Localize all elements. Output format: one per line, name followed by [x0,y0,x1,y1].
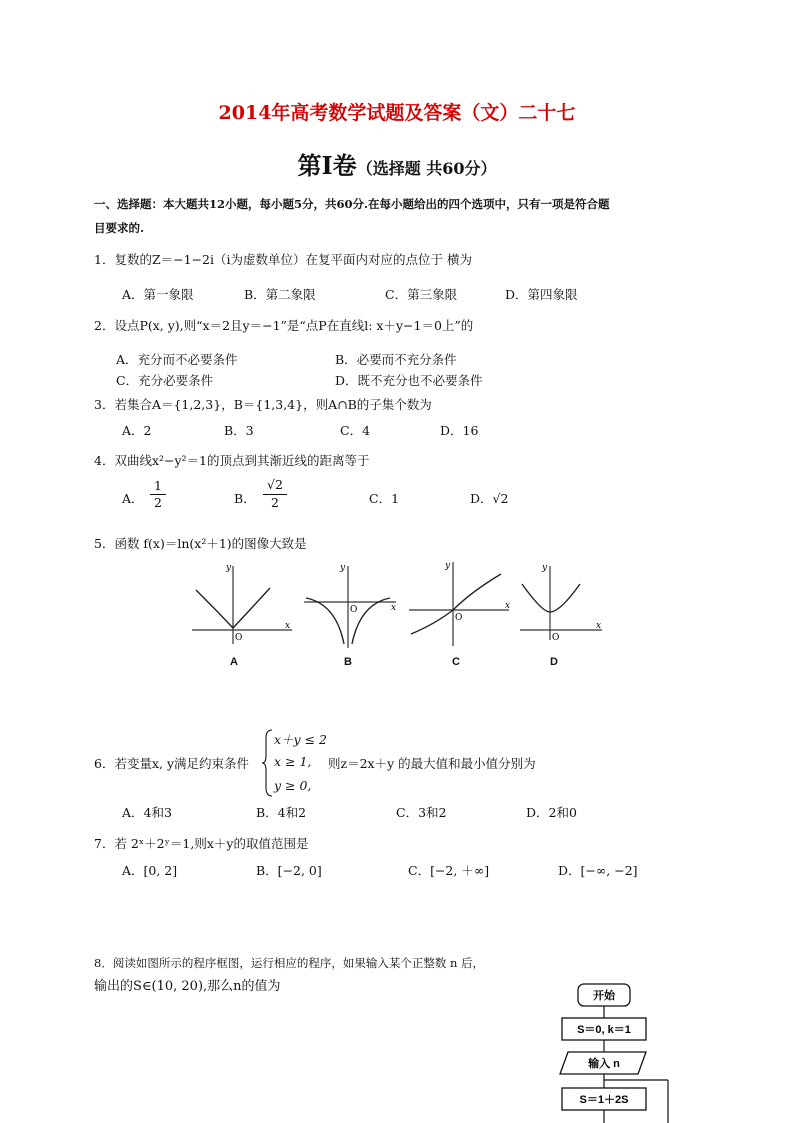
graph-c-x-label: x [505,601,511,611]
part-heading-main: 第Ⅰ卷 [297,151,357,180]
q4-option-d: D．√2 [470,491,509,506]
question-6-suffix: 则z＝2x＋y 的最大值和最小值分别为 [328,756,536,771]
graph-b-curve-right [352,598,390,644]
q4-fraction-b-denominator: 2 [271,495,279,510]
graph-c-origin: O [455,613,463,623]
q6-option-b: B．4和2 [256,805,307,820]
q4-fraction-b-numerator: √2 [263,476,287,495]
graph-d-label: D [550,656,558,668]
section-instructions-line1: 一、选择题：本大题共12小题，每小题5分，共60分.在每小题给出的四个选项中，只有一项是符合题 [94,197,610,211]
q7-option-c: C．[−2, ＋∞] [408,863,490,878]
q4-option-b: B． [234,491,256,506]
graph-c-label: C [452,656,460,668]
q4-option-c: C．1 [369,491,400,506]
q6-constraint-2: x ≥ 1, [274,754,312,769]
question-5: 5．函数 f(x)＝ln(x²＋1)的图像大致是 [94,536,307,551]
q3-option-c: C．4 [340,423,371,438]
q3-option-d: D．16 [440,423,479,438]
q7-option-a: A．[0, 2] [122,863,178,878]
q1-option-d: D．第四象限 [505,287,578,302]
graph-a [188,560,298,650]
q4-fraction-b [263,476,287,511]
part-heading [0,146,794,181]
question-6-prefix: 6．若变量x, y满足约束条件 [94,756,250,771]
flow-update-label: S＝1＋2S [579,1094,629,1106]
q3-option-a: A．2 [122,423,152,438]
flow-input-label: 输入 n [588,1058,620,1070]
graph-a-label: A [230,656,238,668]
q1-option-a: A．第一象限 [122,287,194,302]
graph-d-curve [522,584,580,612]
graph-d-y-label: y [542,563,548,573]
q6-constraint-1: x＋y ≤ 2 [274,732,327,747]
graph-d [516,560,606,644]
question-8-line2: 输出的S∈(10, 20),那么n的值为 [94,979,281,994]
q3-option-b: B．3 [224,423,254,438]
graph-b-label: B [344,656,352,668]
page-title: 2014年高考数学试题及答案（文）二十七 [218,102,576,124]
q2-option-c: C．充分必要条件 [116,373,214,388]
graph-d-x-label: x [596,621,602,631]
graph-a-y-label: y [226,563,232,573]
q6-brace-icon [262,728,274,798]
q6-option-c: C．3和2 [396,805,447,820]
q6-option-d: D．2和0 [526,805,577,820]
q4-fraction-a [150,478,166,511]
graph-c-curve [411,574,501,634]
flowchart [548,980,678,1123]
question-1: 1．复数的Z＝−1−2i（i为虚数单位）在复平面内对应的点位于 横为 [94,252,472,267]
q1-option-c: C．第三象限 [385,287,458,302]
graph-c-y-label: y [445,561,451,571]
question-2: 2．设点P(x, y),则“x＝2且y＝−1”是“点P在直线l: x＋y−1＝0上”的 [94,318,474,333]
q4-fraction-a-numerator: 1 [150,478,166,495]
question-7: 7．若 2ˣ＋2ʸ＝1,则x＋y的取值范围是 [94,836,309,851]
question-8-line1: 8．阅读如图所示的程序框图，运行相应的程序，如果输入某个正整数 n 后， [94,956,485,970]
graph-b-x-label: x [391,603,397,613]
q6-constraint-3: y ≥ 0, [274,778,312,793]
graph-a-x-label: x [285,621,291,631]
q1-option-b: B．第二象限 [244,287,316,302]
q7-option-d: D．[−∞, −2] [558,863,638,878]
flow-start-label: 开始 [593,990,615,1002]
graph-b-y-label: y [340,563,346,573]
q4-option-a: A． [122,491,144,506]
question-4: 4．双曲线x²−y²＝1的顶点到其渐近线的距离等于 [94,453,370,468]
q7-option-b: B．[−2, 0] [256,863,322,878]
q2-option-b: B．必要而不充分条件 [335,352,457,367]
q6-option-a: A．4和3 [122,805,172,820]
q2-option-a: A．充分而不必要条件 [116,352,238,367]
part-heading-note: （选择题 共60分） [356,159,497,178]
graph-b-curve-left [306,598,344,644]
question-3: 3．若集合A＝{1,2,3}，B＝{1,3,4}，则A∩B的子集个数为 [94,397,432,412]
q2-option-d: D．既不充分也不必要条件 [335,373,483,388]
graph-b [300,560,400,650]
graph-d-origin: O [552,633,560,643]
graph-c [405,556,513,648]
flow-init-label: S＝0, k＝1 [577,1024,631,1036]
section-instructions-line2: 目要求的. [94,221,145,235]
graph-a-origin: O [235,633,243,643]
graph-b-origin: O [350,605,358,615]
q4-fraction-a-denominator: 2 [154,495,162,510]
